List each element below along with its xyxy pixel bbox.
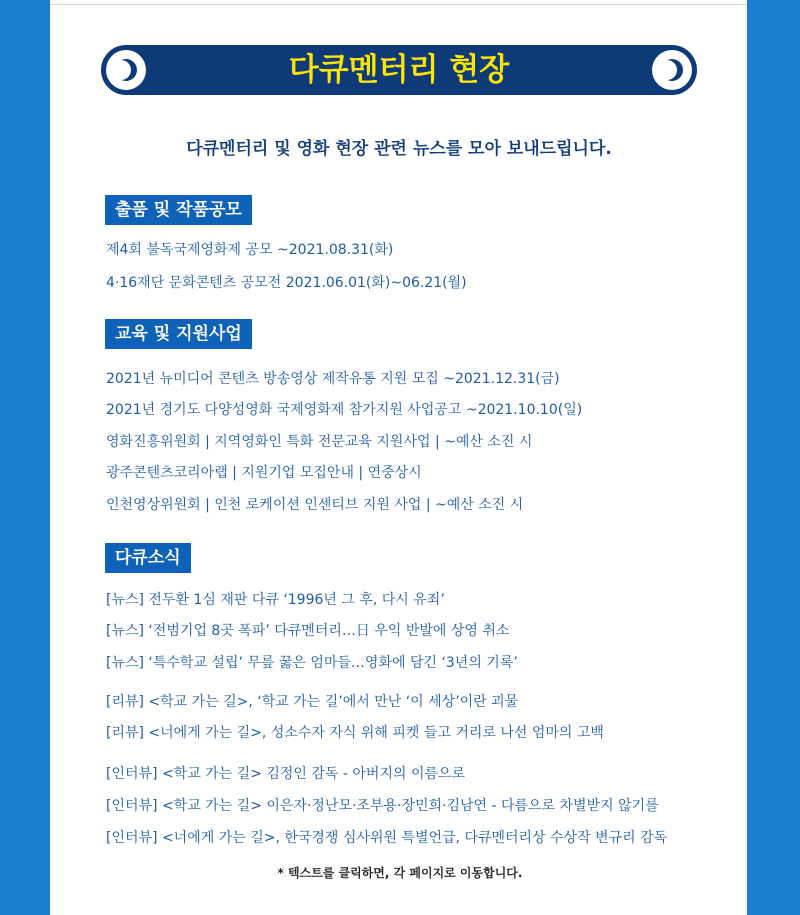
divider [50,4,747,5]
list-item[interactable]: [뉴스] 전두환 1심 재판 다큐 ‘1996년 그 후, 다시 유죄’ [106,592,445,608]
list-item[interactable]: [인터뷰] <학교 가는 길> 김정인 감독 - 아버지의 이름으로 [106,766,466,782]
list-item[interactable]: 영화진흥위원회 | 지역영화인 특화 전문교육 지원사업 | ~예산 소진 시 [106,434,533,450]
section-label-contest: 출품 및 작품공모 [105,195,252,225]
list-item[interactable]: 2021년 경기도 다양성영화 국제영화제 참가지원 사업공고 ~2021.10.10(일) [106,402,583,418]
banner-title: 다큐멘터리 현장 [288,52,510,88]
section-label-education: 교육 및 지원사업 [105,319,252,349]
footer-note: * 텍스트를 클릭하면, 각 페이지로 이동합니다. [277,866,523,880]
page-subtitle: 다큐멘터리 및 영화 현장 관련 뉴스를 모아 보내드립니다. [186,139,612,159]
list-item[interactable]: 광주콘텐츠코리아랩 | 지원기업 모집안내 | 연중상시 [106,465,422,481]
list-item[interactable]: 인천영상위원회 | 인천 로케이션 인센티브 지원 사업 | ~예산 소진 시 [106,497,524,513]
list-item[interactable]: [인터뷰] <학교 가는 길> 이은자·정난모·조부용·장민희·김남연 - 다름으로 차별받지 않기를 [106,798,659,814]
list-item[interactable]: 2021년 뉴미디어 콘텐츠 방송영상 제작유통 지원 모집 ~2021.12.31(금) [106,371,560,387]
list-item[interactable]: [인터뷰] <너에게 가는 길>, 한국경쟁 심사위원 특별언급, 다큐멘터리상 수상작 변규리 감독 [106,830,668,846]
list-item[interactable]: [리뷰] <너에게 가는 길>, 성소수자 자식 위해 피켓 들고 거리로 나선 엄마의 고백 [106,725,604,741]
section-label-docu-news: 다큐소식 [105,543,191,573]
moon-icon [650,48,694,92]
list-item[interactable]: [뉴스] ‘특수학교 설립’ 무릎 꿇은 엄마들…영화에 담긴 ‘3년의 기록’ [106,655,518,671]
list-item[interactable]: [뉴스] ‘전범기업 8곳 폭파’ 다큐멘터리…日 우익 반발에 상영 취소 [106,623,510,639]
header-banner [101,45,697,95]
list-item[interactable]: [리뷰] <학교 가는 길>, ‘학교 가는 길’에서 만난 ‘이 세상’이란 괴물 [106,694,519,710]
list-item[interactable]: 4·16재단 문화콘텐츠 공모전 2021.06.01(화)~06.21(월) [106,275,467,291]
list-item[interactable]: 제4회 불독국제영화제 공모 ~2021.08.31(화) [106,242,394,258]
